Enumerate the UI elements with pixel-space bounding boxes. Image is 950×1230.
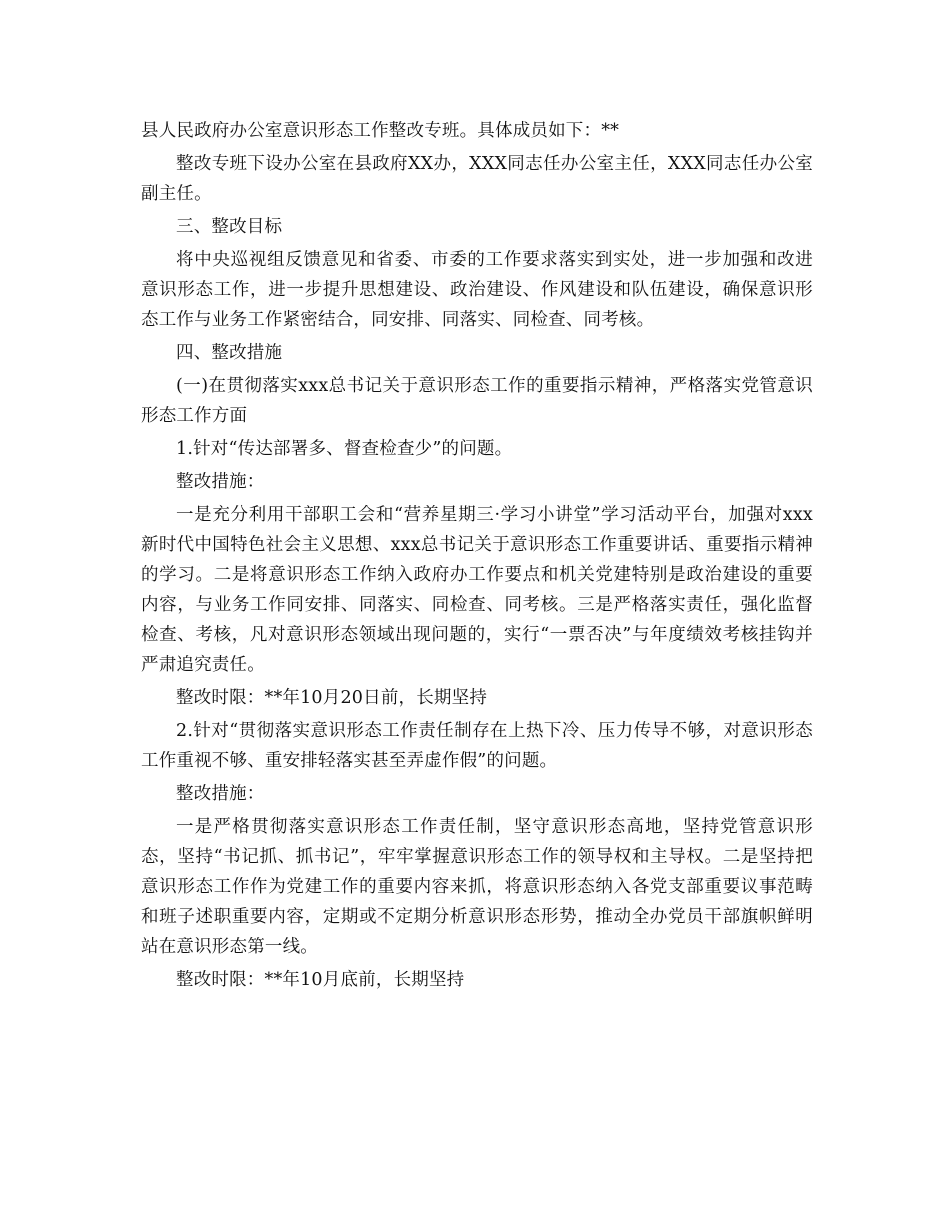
- measures-body-1: 一是充分利用干部职工会和“营养星期三·学习小讲堂”学习活动平台，加强对xxx新时代中国特色社会主义思想、xxx总书记关于意识形态工作重要讲话、重要指示精神的学习。二是将意识形态工作纳入政府办工作要点和机关党建特别是政治建设的重要内容，与业务工作同安排、同落实、同检查、同考核。三是严格落实责任，强化监督检查、考核，凡对意识形态领域出现问题的，实行“一票否决”与年度绩效考核挂钩并严肃追究责任。: [141, 505, 813, 675]
- deadline-1: 整改时限：**年10月20日前，长期坚持: [176, 688, 488, 708]
- measures-body-2: 一是严格贯彻落实意识形态工作责任制，坚守意识形态高地，坚持党管意识形态，坚持“书记抓、抓书记”，牢牢掌握意识形态工作的领导权和主导权。二是坚持把意识形态工作作为党建工作的重要内容来抓，将意识形态纳入各党支部重要议事范畴和班子述职重要内容，定期或不定期分析意识形态形势，推动全办党员干部旗帜鲜明站在意识形态第一线。: [141, 817, 813, 957]
- measures-label-1: 整改措施：: [176, 472, 265, 492]
- section-heading-measures: 四、整改措施: [176, 343, 283, 363]
- issue-2: 2.针对“贯彻落实意识形态工作责任制存在上热下冷、压力传导不够，对意识形态工作重视不够、重安排轻落实甚至弄虚作假”的问题。: [141, 721, 813, 771]
- subsection-heading-1: (一)在贯彻落实xxx总书记关于意识形态工作的重要指示精神，严格落实党管意识形态工作方面: [141, 376, 813, 426]
- document-page: [141, 116, 813, 998]
- issue-1: 1.针对“传达部署多、督查检查少”的问题。: [176, 439, 513, 459]
- measures-label-2: 整改措施：: [176, 784, 265, 804]
- deadline-2: 整改时限：**年10月底前，长期坚持: [176, 970, 465, 990]
- paragraph-office: 整改专班下设办公室在县政府XX办，XXX同志任办公室主任，XXX同志任办公室副主任。: [141, 154, 813, 204]
- paragraph-goals: 将中央巡视组反馈意见和省委、市委的工作要求落实到实处，进一步加强和改进意识形态工作，进一步提升思想建设、政治建设、作风建设和队伍建设，确保意识形态工作与业务工作紧密结合，同安排、同落实、同检查、同考核。: [141, 250, 813, 330]
- section-heading-goals: 三、整改目标: [176, 217, 283, 237]
- paragraph-members: 县人民政府办公室意识形态工作整改专班。具体成员如下：**: [141, 121, 620, 141]
